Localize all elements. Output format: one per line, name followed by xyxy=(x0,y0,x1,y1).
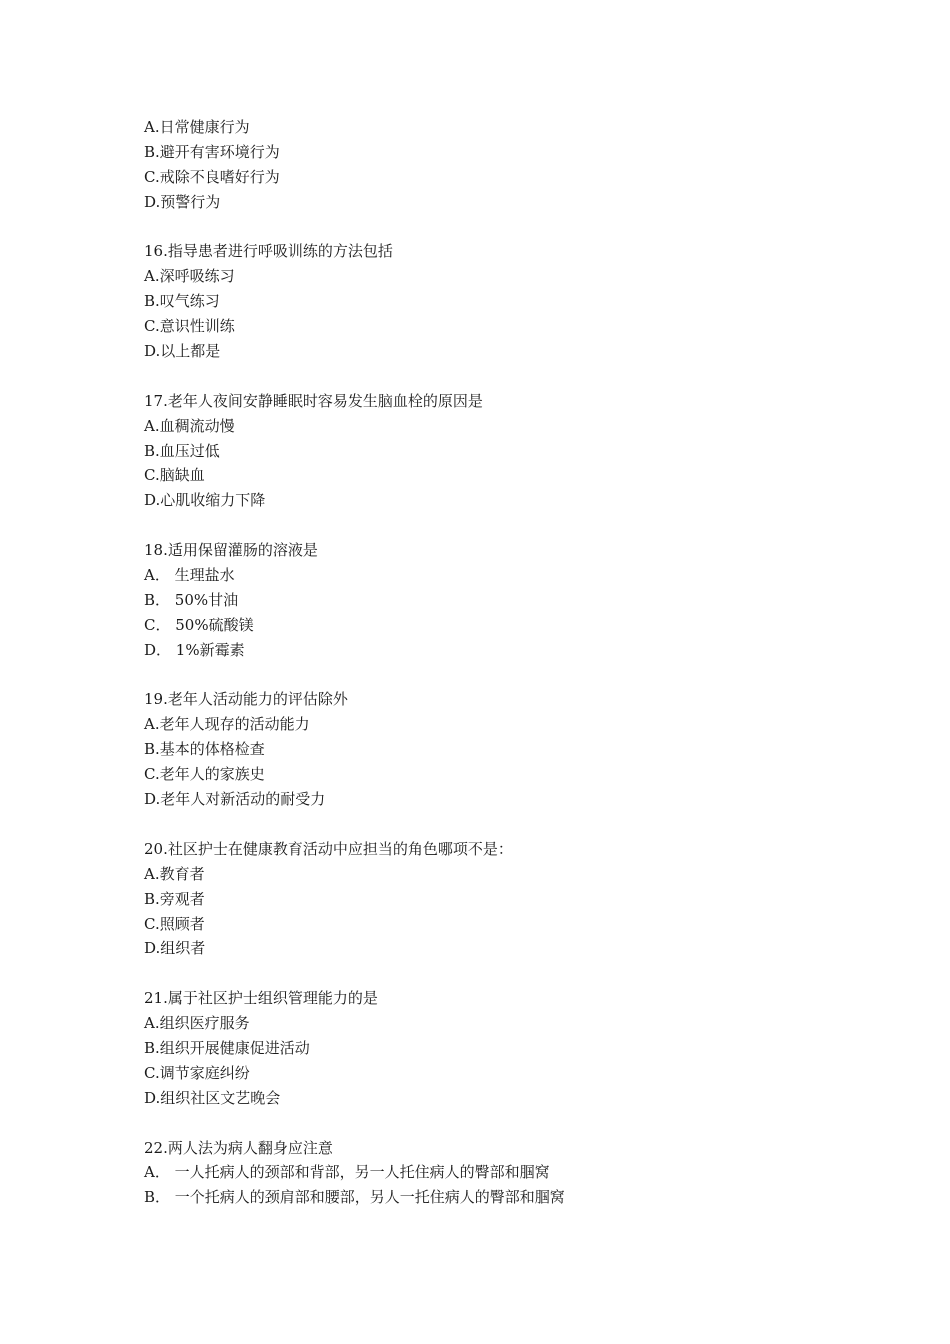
spacer xyxy=(144,513,864,538)
option-a: A.教育者 xyxy=(144,864,205,883)
option-c: C.照顾者 xyxy=(144,914,205,933)
spacer xyxy=(144,663,864,688)
option-b: B.叹气练习 xyxy=(144,292,220,311)
option-a: A． 生理盐水 xyxy=(144,566,235,585)
continued-options-block xyxy=(144,115,864,215)
question-18 xyxy=(144,538,864,662)
option-b: B.避开有害环境行为 xyxy=(144,142,280,161)
option-b: B.血压过低 xyxy=(144,441,220,460)
spacer xyxy=(144,215,864,240)
option-b: B． 一个托病人的颈肩部和腰部，另人一托住病人的臀部和腘窝 xyxy=(144,1188,565,1207)
spacer xyxy=(144,961,864,986)
option-c: C.戒除不良嗜好行为 xyxy=(144,167,280,186)
option-a: A.血稠流动慢 xyxy=(144,416,235,435)
option-d: D.心肌收缩力下降 xyxy=(144,491,266,510)
question-17 xyxy=(144,389,864,513)
option-a: A.组织医疗服务 xyxy=(144,1014,250,1033)
option-a: A． 一人托病人的颈部和背部，另一人托住病人的臀部和腘窝 xyxy=(144,1163,550,1182)
option-d: D.老年人对新活动的耐受力 xyxy=(144,790,326,809)
option-c: C.脑缺血 xyxy=(144,466,205,485)
spacer xyxy=(144,364,864,389)
question-21 xyxy=(144,986,864,1110)
document-page xyxy=(144,115,864,1210)
question-22 xyxy=(144,1136,864,1211)
option-c: C.老年人的家族史 xyxy=(144,765,265,784)
question-19 xyxy=(144,687,864,811)
question-stem: 20.社区护士在健康教育活动中应担当的角色哪项不是： xyxy=(144,839,513,858)
option-d: D.组织者 xyxy=(144,939,206,958)
option-d: D.预警行为 xyxy=(144,192,221,211)
option-d: D． 1%新霉素 xyxy=(144,640,245,659)
option-b: B． 50%甘油 xyxy=(144,590,239,609)
option-b: B.组织开展健康促进活动 xyxy=(144,1038,310,1057)
question-16 xyxy=(144,239,864,363)
option-c: C.意识性训练 xyxy=(144,317,235,336)
option-d: D.以上都是 xyxy=(144,342,221,361)
option-b: B.旁观者 xyxy=(144,889,205,908)
option-c: C． 50%硫酸镁 xyxy=(144,615,254,634)
question-20 xyxy=(144,837,864,961)
question-stem: 19.老年人活动能力的评估除外 xyxy=(144,690,348,709)
option-a: A.深呼吸练习 xyxy=(144,267,235,286)
question-stem: 17.老年人夜间安静睡眠时容易发生脑血栓的原因是 xyxy=(144,391,483,410)
spacer xyxy=(144,812,864,837)
question-stem: 21.属于社区护士组织管理能力的是 xyxy=(144,989,378,1008)
question-stem: 18.适用保留灌肠的溶液是 xyxy=(144,541,318,560)
option-d: D.组织社区文艺晚会 xyxy=(144,1088,281,1107)
option-a: A.日常健康行为 xyxy=(144,118,250,136)
question-stem: 16.指导患者进行呼吸训练的方法包括 xyxy=(144,242,393,261)
option-a: A.老年人现存的活动能力 xyxy=(144,715,310,734)
question-stem: 22.两人法为病人翻身应注意 xyxy=(144,1138,333,1157)
option-b: B.基本的体格检查 xyxy=(144,740,265,759)
option-c: C.调节家庭纠纷 xyxy=(144,1063,250,1082)
spacer xyxy=(144,1111,864,1136)
